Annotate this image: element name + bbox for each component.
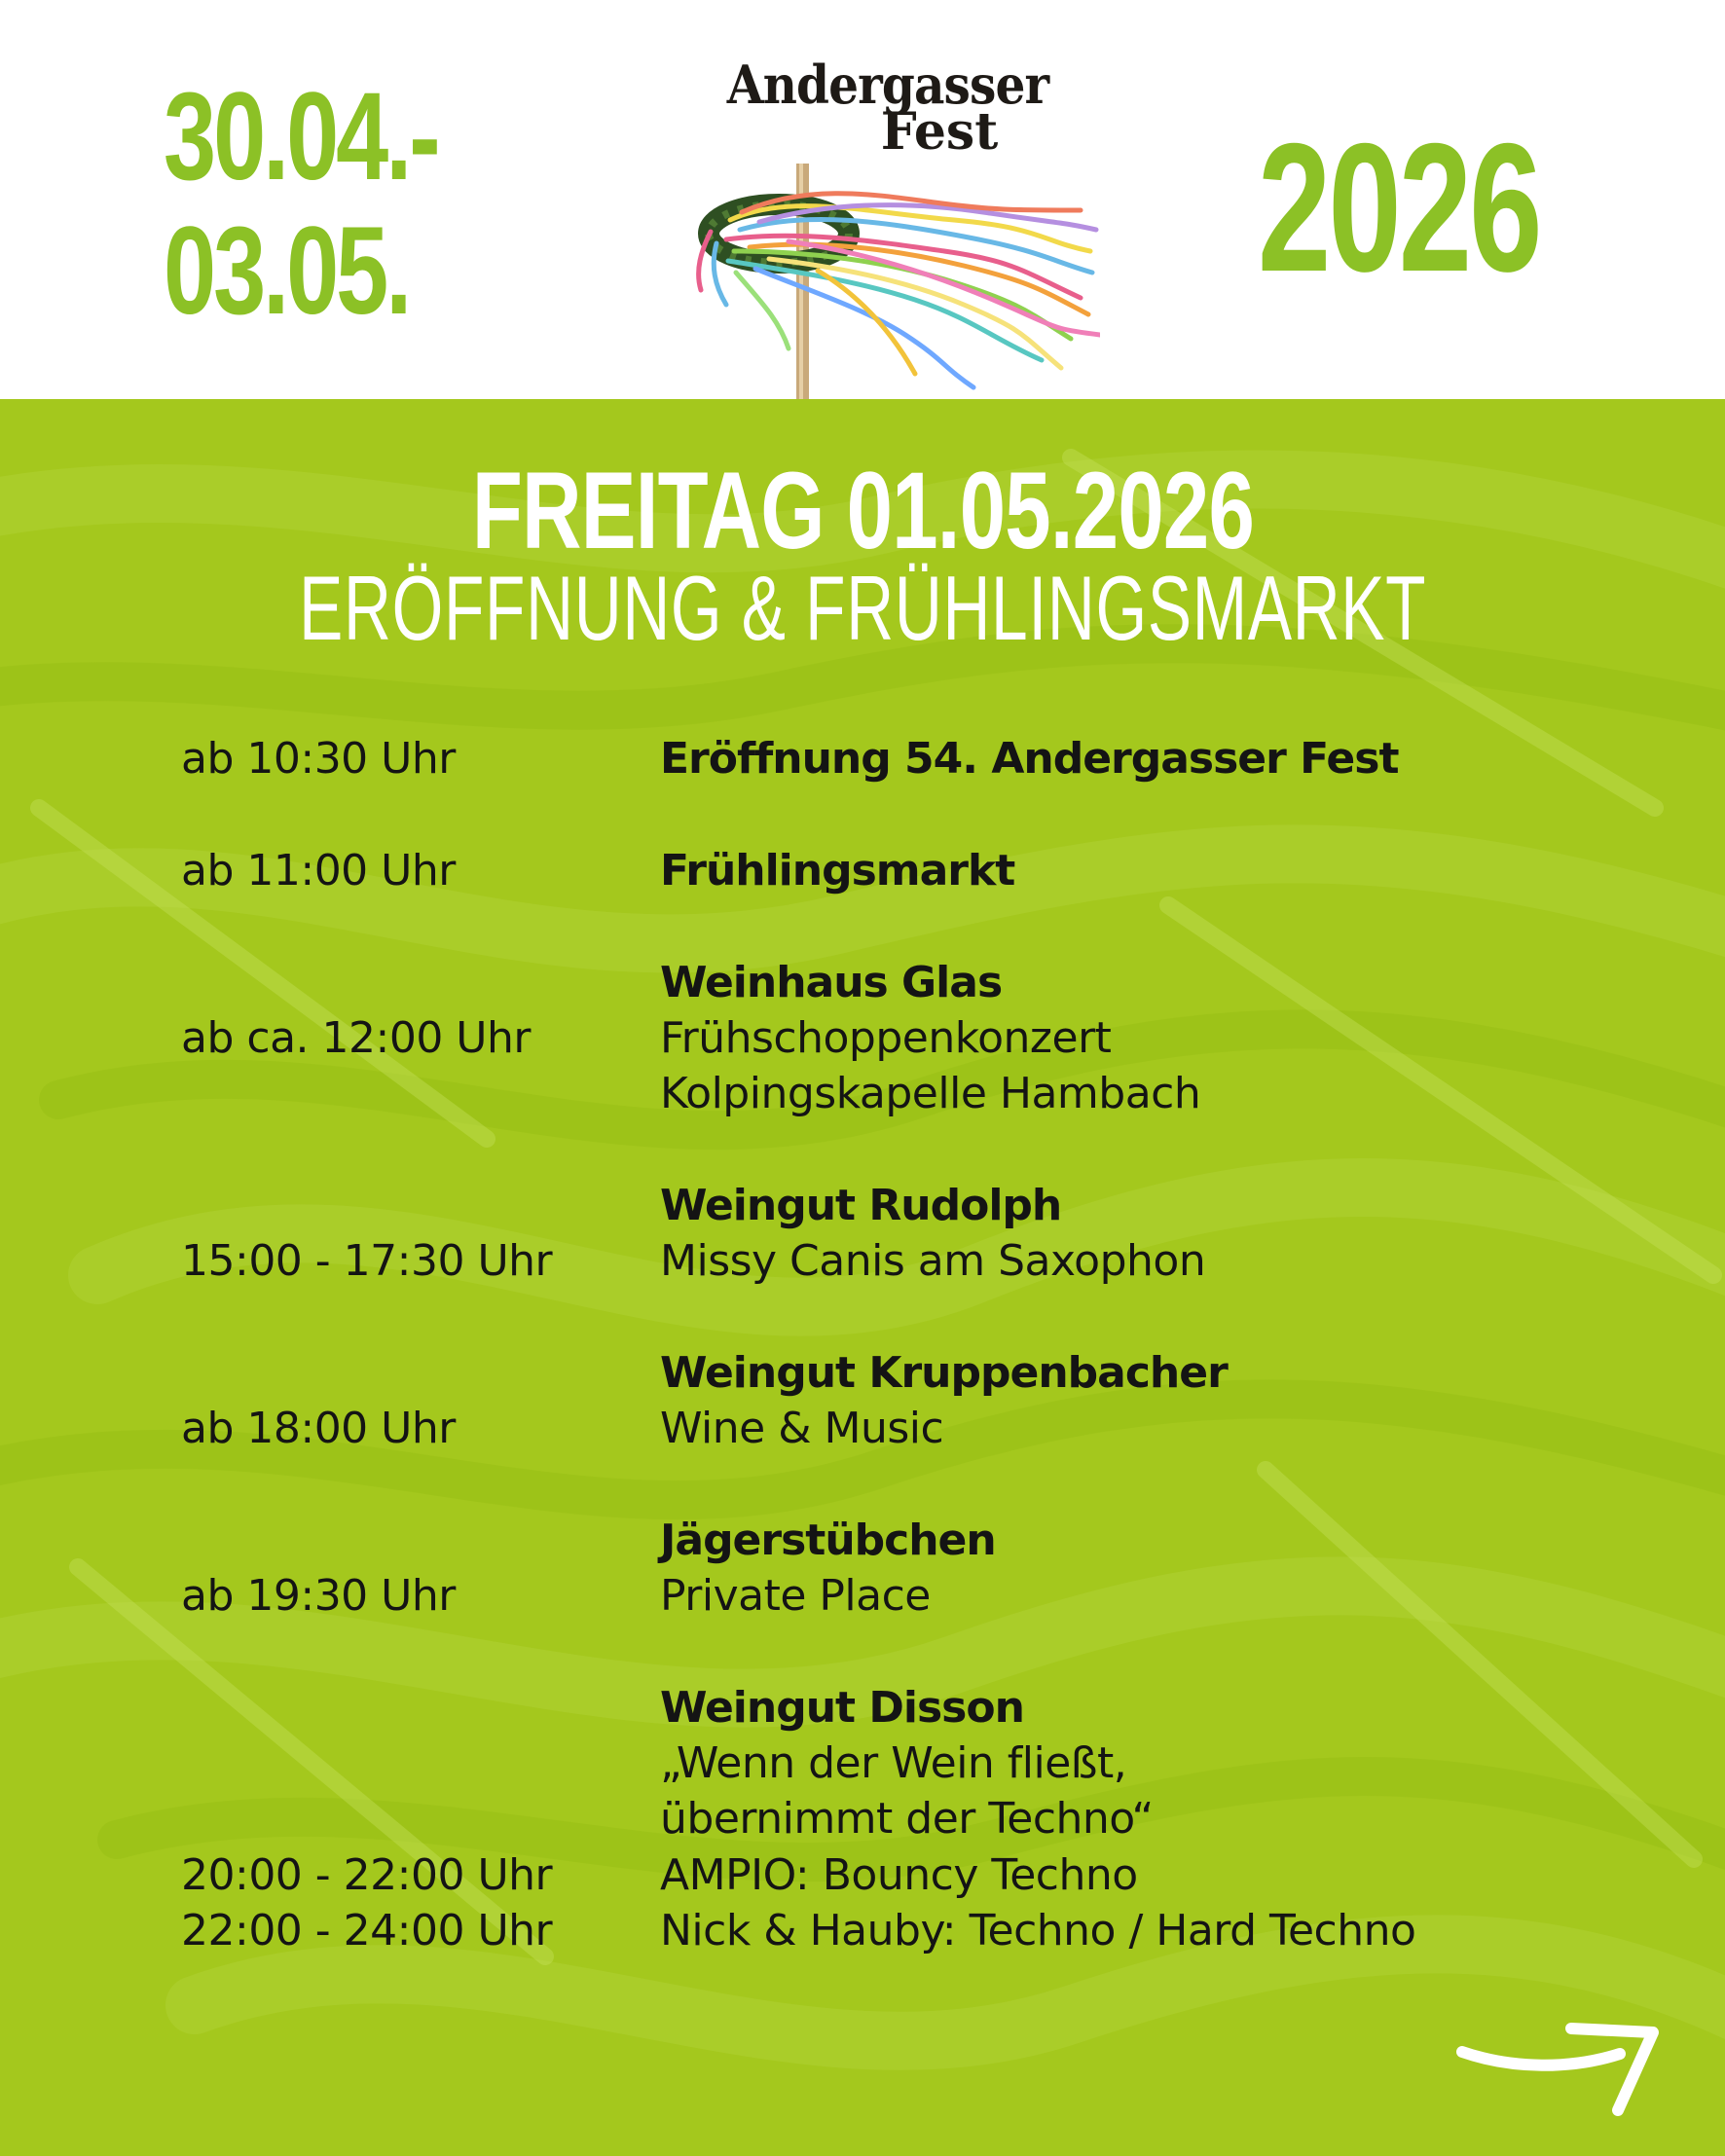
- festival-year: 2026: [1258, 105, 1540, 310]
- festival-logo: [672, 56, 1100, 399]
- schedule-detail: Missy Canis am Saxophon: [660, 1236, 1206, 1286]
- schedule-time: 20:00 - 22:00 Uhr: [181, 1850, 553, 1900]
- schedule-quote: übernimmt der Techno“: [660, 1794, 1154, 1844]
- schedule-venue: Weingut Rudolph: [660, 1181, 1062, 1230]
- schedule-time: 15:00 - 17:30 Uhr: [181, 1236, 553, 1286]
- date-end: 03.05.: [164, 201, 410, 341]
- schedule-detail: Kolpingskapelle Hambach: [660, 1069, 1201, 1118]
- schedule-quote: „Wenn der Wein fließt,: [660, 1738, 1127, 1788]
- schedule-time: 22:00 - 24:00 Uhr: [181, 1906, 553, 1955]
- schedule-venue: Frühlingsmarkt: [660, 846, 1015, 895]
- day-title: [0, 450, 1725, 571]
- schedule-time: ab 10:30 Uhr: [181, 734, 456, 784]
- schedule-time: ab ca. 12:00 Uhr: [181, 1013, 531, 1063]
- schedule-detail: Private Place: [660, 1571, 931, 1621]
- day-subtitle: [0, 557, 1725, 659]
- header: [0, 0, 1725, 399]
- schedule-detail: Frühschoppenkonzert: [660, 1013, 1112, 1063]
- schedule-time: ab 11:00 Uhr: [181, 846, 456, 895]
- schedule-venue: Eröffnung 54. Andergasser Fest: [660, 734, 1399, 784]
- swipe-arrow-icon[interactable]: [1454, 2019, 1669, 2136]
- schedule-venue: Jägerstübchen: [660, 1516, 996, 1565]
- schedule-time: ab 18:00 Uhr: [181, 1404, 456, 1453]
- date-start: 30.04.-: [164, 67, 438, 206]
- schedule-venue: Weinhaus Glas: [660, 958, 1003, 1007]
- schedule-detail: Wine & Music: [660, 1404, 944, 1453]
- day-subtitle-text: ERÖFFNUNG & FRÜHLINGSMARKT: [298, 557, 1427, 659]
- schedule-detail: AMPIO: Bouncy Techno: [660, 1850, 1138, 1900]
- logo-wordmark-line1: Andergasser: [726, 54, 1049, 116]
- logo-wordmark-line2: Fest: [880, 102, 999, 162]
- schedule-venue: Weingut Kruppenbacher: [660, 1348, 1228, 1398]
- schedule-venue: Weingut Disson: [660, 1683, 1024, 1733]
- day-title-text: FREITAG 01.05.2026: [471, 450, 1254, 571]
- festival-date-range: [164, 67, 438, 341]
- schedule-detail: Nick & Hauby: Techno / Hard Techno: [660, 1906, 1416, 1955]
- schedule-time: ab 19:30 Uhr: [181, 1571, 456, 1621]
